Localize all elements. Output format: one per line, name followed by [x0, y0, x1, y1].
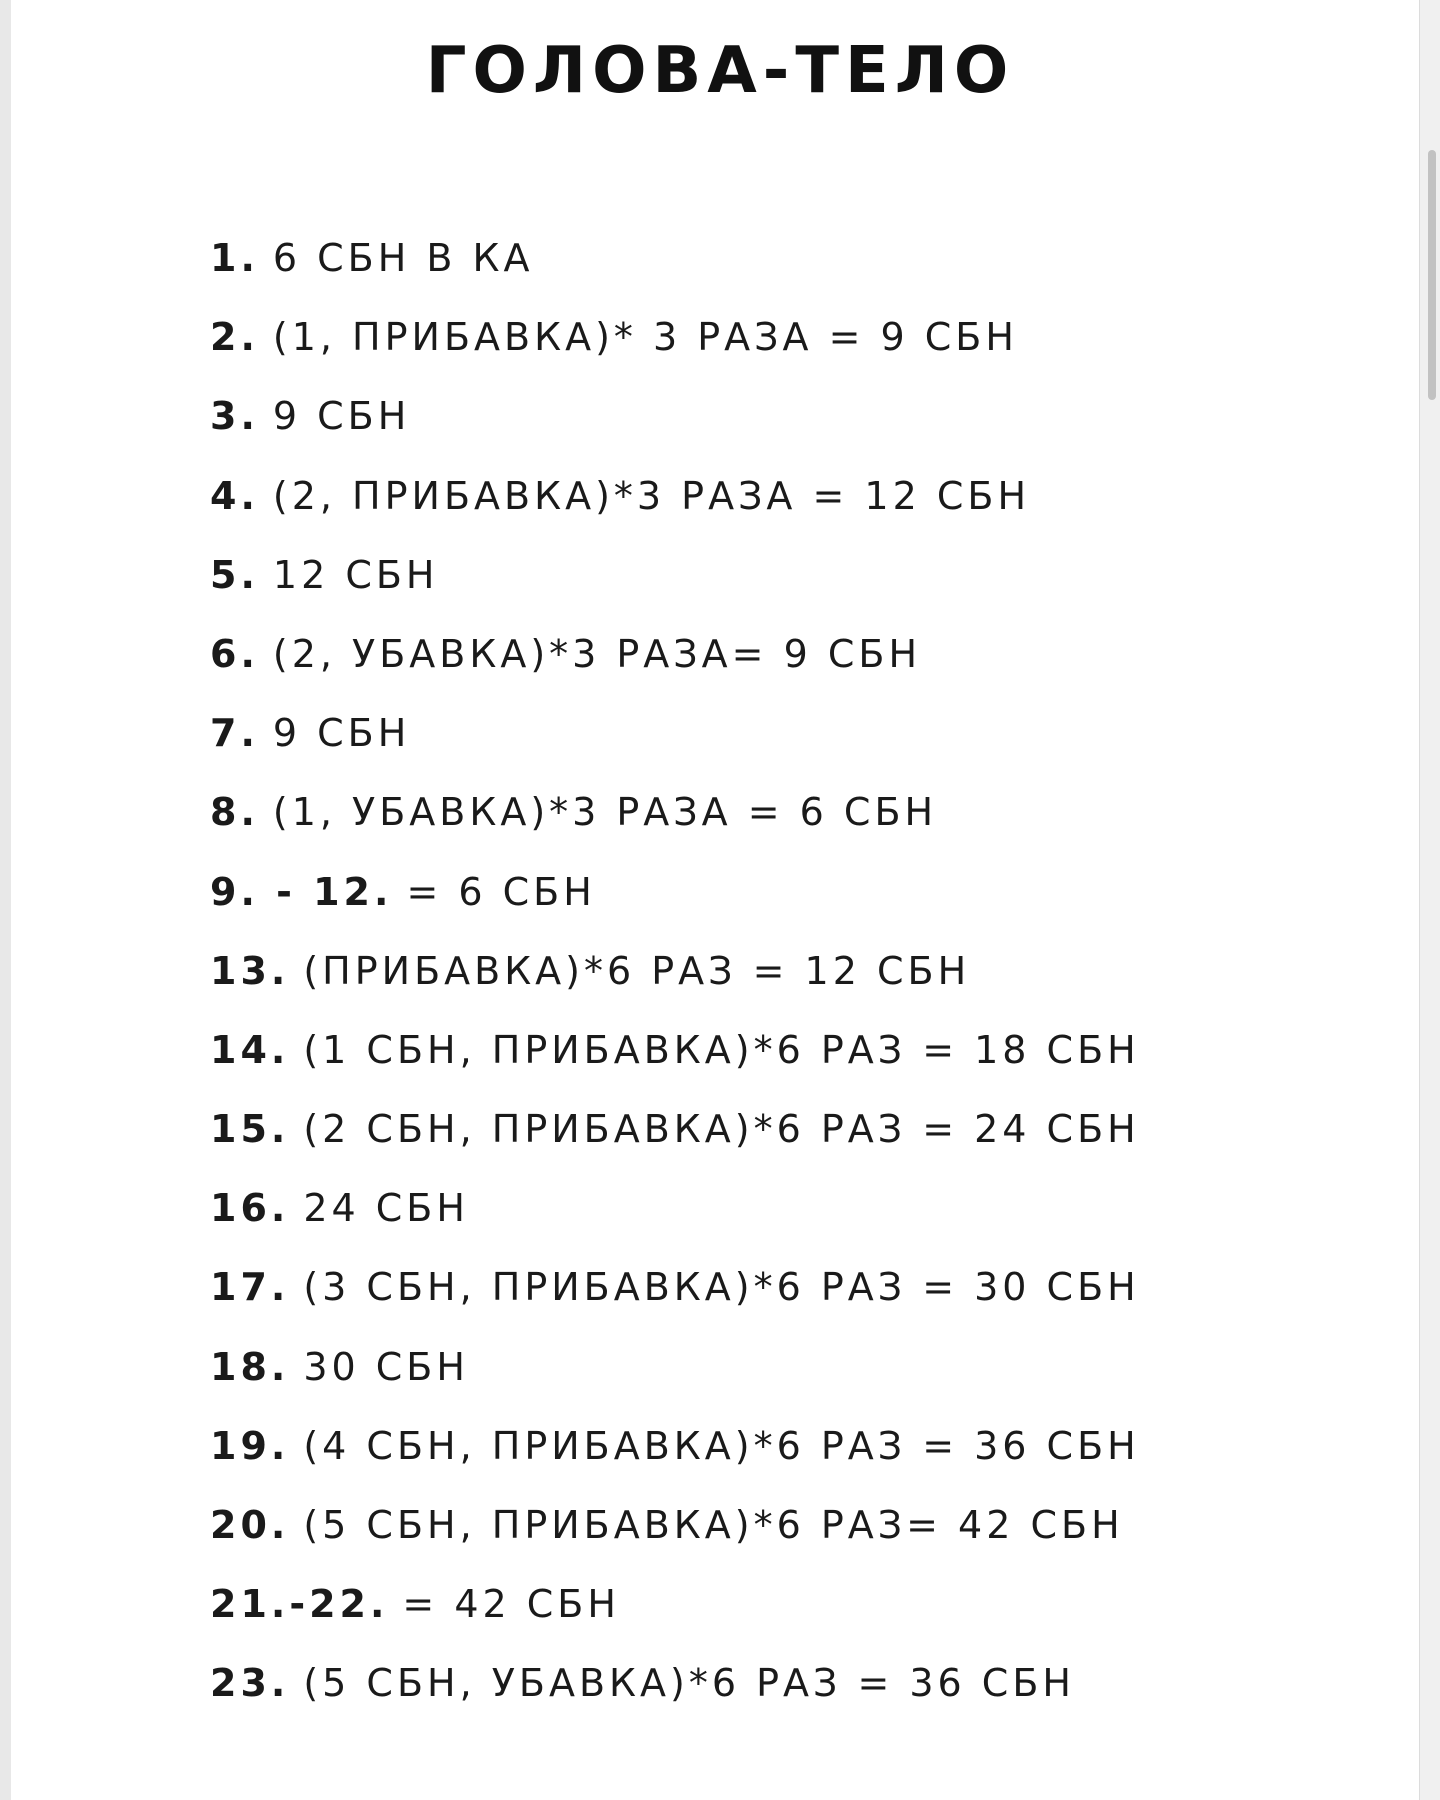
step-text: = 6 СБН	[406, 869, 596, 914]
list-item	[210, 545, 1140, 624]
step-number: 18.	[210, 1344, 290, 1389]
step-text: 6 СБН В КА	[272, 236, 534, 280]
step-number: 5.	[210, 552, 259, 597]
list-item	[210, 1653, 1140, 1732]
step-number: 20.	[210, 1503, 290, 1547]
step-text: (3 СБН, ПРИБАВКА)*6 РАЗ = 30 СБН	[303, 1265, 1140, 1310]
list-item	[210, 1416, 1140, 1495]
step-text: (1, УБАВКА)*3 РАЗА = 6 СБН	[272, 790, 938, 835]
list-item	[210, 307, 1140, 386]
pattern-steps-list	[210, 228, 1140, 1733]
step-text: (2, УБАВКА)*3 РАЗА= 9 СБН	[272, 631, 922, 676]
step-text: (5 СБН, УБАВКА)*6 РАЗ = 36 СБН	[303, 1661, 1075, 1706]
step-text: 12 СБН	[272, 552, 439, 597]
list-item	[210, 1020, 1140, 1099]
step-text: 9 СБН	[272, 394, 411, 439]
list-item	[210, 1495, 1140, 1574]
step-number: 3.	[210, 394, 259, 439]
step-number: 14.	[210, 1027, 290, 1072]
step-number: 21.-22.	[210, 1582, 389, 1627]
step-text: 24 СБН	[303, 1186, 469, 1231]
step-number: 8.	[210, 790, 259, 835]
step-text: (1, ПРИБАВКА)* 3 РАЗА = 9 СБН	[272, 315, 1018, 360]
step-number: 7.	[210, 711, 259, 756]
step-number: 19.	[210, 1423, 290, 1468]
step-number: 2.	[210, 315, 259, 360]
step-number: 16.	[210, 1186, 290, 1231]
list-item	[210, 624, 1140, 703]
step-text: = 42 СБН	[402, 1582, 620, 1627]
step-text: 30 СБН	[303, 1344, 469, 1389]
step-number: 1.	[210, 236, 259, 280]
step-text: (2 СБН, ПРИБАВКА)*6 РАЗ = 24 СБН	[303, 1107, 1140, 1152]
scrollbar-track[interactable]	[1419, 0, 1440, 1800]
list-item	[210, 1178, 1140, 1257]
page-title: ГОЛОВА-ТЕЛО	[425, 34, 1015, 108]
list-item	[210, 386, 1140, 465]
list-item	[210, 941, 1140, 1020]
list-item	[210, 228, 1140, 307]
list-item	[210, 782, 1140, 861]
list-item	[210, 1099, 1140, 1178]
list-item	[210, 862, 1140, 941]
list-item	[210, 703, 1140, 782]
step-number: 15.	[210, 1107, 290, 1152]
list-item	[210, 466, 1140, 545]
list-item	[210, 1574, 1140, 1653]
left-page-edge	[0, 0, 11, 1800]
step-number: 9. - 12.	[210, 869, 393, 914]
list-item	[210, 1257, 1140, 1336]
scrollbar-thumb[interactable]	[1428, 150, 1436, 400]
step-number: 17.	[210, 1265, 290, 1310]
step-text: (5 СБН, ПРИБАВКА)*6 РАЗ= 42 СБН	[303, 1503, 1124, 1547]
step-text: (ПРИБАВКА)*6 РАЗ = 12 СБН	[303, 948, 971, 993]
step-number: 6.	[210, 631, 259, 676]
step-text: 9 СБН	[272, 711, 411, 756]
step-text: (4 СБН, ПРИБАВКА)*6 РАЗ = 36 СБН	[303, 1423, 1140, 1468]
step-number: 13.	[210, 948, 290, 993]
step-text: (2, ПРИБАВКА)*3 РАЗА = 12 СБН	[272, 473, 1031, 518]
list-item	[210, 1337, 1140, 1416]
step-text: (1 СБН, ПРИБАВКА)*6 РАЗ = 18 СБН	[303, 1027, 1140, 1072]
step-number: 4.	[210, 473, 259, 518]
step-number: 23.	[210, 1661, 290, 1706]
